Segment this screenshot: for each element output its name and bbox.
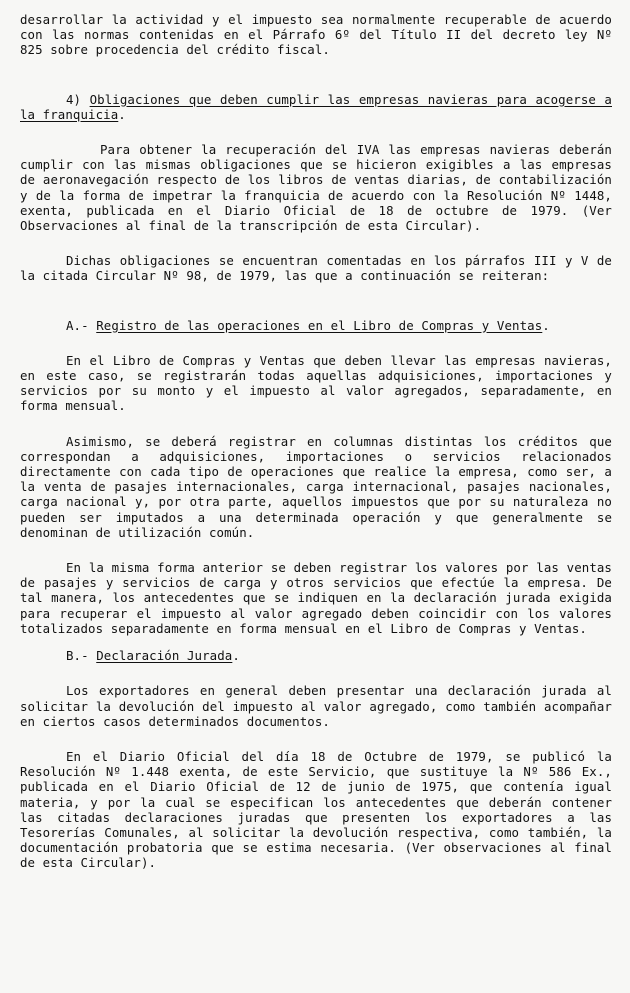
spacer — [20, 729, 612, 749]
recuperacion-paragraph: Para obtener la recuperación del IVA las empresas navieras deberán cumplir con las mismas obligaciones que se hicieron exigibles a las empresas de aeronavegación respecto de los libros de ventas diarias, de contabilización y de la forma de impetrar la franquicia de acuerdo con la Resolución Nº 1448, exenta, publicada en el Diario Oficial de 18 de octubre de 1979. (Ver Observaciones al final de la transcripción de esta Circular). — [20, 142, 612, 234]
spacer — [20, 663, 612, 683]
spacer — [20, 333, 612, 353]
spacer — [20, 233, 612, 253]
libro-paragraph: En el Libro de Compras y Ventas que deben llevar las empresas navieras, en este caso, se registrarán todas aquellas adquisiciones, importaciones y servicios por su monto y el impuesto al valor agregados, separadamente, en forma mensual. — [20, 352, 612, 414]
section-b-number: B.- — [66, 648, 97, 664]
spacer — [20, 414, 612, 434]
asimismo-paragraph: Asimismo, se deberá registrar en columnas distintas los créditos que correspondan a adquisiciones, importaciones o servicios relacionados directamente con cada tipo de operaciones que realice la empresa, como ser, a la venta de pasajes internacionales, carga internacional, pasajes nacionales, carga nacional y, por otra parte, aquellos impuestos que por su naturaleza no pueden ser imputados a una determinada operación y que generalmente se denominan de utilización común. — [20, 433, 612, 540]
spacer — [20, 540, 612, 560]
section-b-period: . — [232, 648, 240, 664]
intro-paragraph: desarrollar la actividad y el impuesto sea normalmente recuperable de acuerdo con las normas contenidas en el Párrafo 6º del Título II del decreto ley Nº 825 sobre procedencia del crédito fiscal. — [20, 12, 612, 58]
diario-oficial-paragraph: En el Diario Oficial del día 18 de Octubre de 1979, se publicó la Resolución Nº 1.448 exenta, de este Servicio, que sustituye la Nº 586 Ex., publicada en el Diario Oficial de 12 de junio de 1975, que contenía igual materia, y por la cual se especifican los antecedentes que deberán contener las citadas declaraciones juradas que presenten los exportadores a las Tesorerías Comunales, al solicitar la devolución respectiva, como también, la documentación probatoria que se estima necesaria. (Ver observaciones al final de esta Circular). — [20, 748, 612, 871]
misma-forma-paragraph: En la misma forma anterior se deben registrar los valores por las ventas de pasajes y servicios de carga y otros servicios que efectúe la empresa. De tal manera, los antecedentes que se indiquen en la declaración jurada exigida para recuperar el impuesto al valor agregado deben coincidir con los valores totalizados separadamente en forma mensual en el Libro de Compras y Ventas. — [20, 560, 612, 636]
section-b-title: Declaración Jurada — [96, 648, 233, 664]
section-4-heading — [20, 92, 612, 122]
exportadores-paragraph: Los exportadores en general deben presentar una declaración jurada al solicitar la devolución del impuesto al valor agregado, como también acompañar en ciertos casos determinados documentos. — [20, 683, 612, 729]
section-4-number: 4) — [66, 91, 90, 107]
section-4-period: . — [118, 106, 126, 122]
section-a-period: . — [542, 317, 550, 333]
spacer — [20, 636, 612, 648]
spacer — [20, 58, 612, 92]
spacer — [20, 284, 612, 318]
section-b-heading — [20, 648, 612, 663]
section-a-title: Registro de las operaciones en el Libro de Compras y Ventas — [96, 317, 543, 333]
section-a-number: A.- — [66, 317, 97, 333]
dichas-paragraph: Dichas obligaciones se encuentran comentadas en los párrafos III y V de la citada Circular Nº 98, de 1979, las que a continuación se reiteran: — [20, 253, 612, 284]
section-a-heading — [20, 318, 612, 333]
section-4-title: Obligaciones que deben cumplir las empresas navieras para acogerse a la franquicia — [20, 91, 612, 122]
spacer — [20, 122, 612, 142]
document-page — [20, 12, 612, 871]
